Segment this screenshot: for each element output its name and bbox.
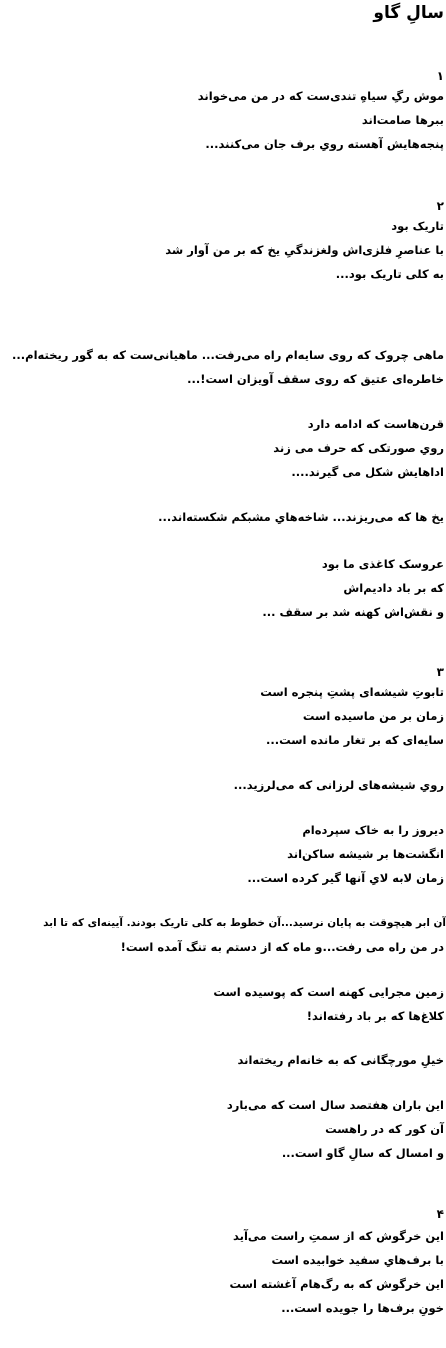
poem-line: ماهی چروک که روی سایه‌ام راه می‌رفت... ماهیانی‌ست که به گور ریخته‌ام... — [12, 348, 444, 362]
poem-line: اداهایش شکل می گیرند.... — [291, 465, 444, 479]
poem-line: زمان بر من ماسیده است — [302, 709, 444, 723]
poem-line: به کلی تاریک بود... — [335, 267, 444, 281]
poem-line: تاریک بود — [391, 219, 444, 233]
section-number: ۲ — [436, 199, 444, 213]
poem-line: موش رگِ سیاهِ تندی‌ست که در من می‌خواند — [197, 89, 444, 103]
poem-line: ببرها صامت‌اند — [361, 113, 444, 127]
poem-line: در من راه می رفت...و ماه که از دستم به تنگ آمده است! — [120, 940, 444, 954]
poem-line: رویِ شیشه‌های لرزانی که می‌لرزید... — [233, 778, 444, 792]
poem-line: این خرگوش که به رگ‌هام آغشته است — [229, 1277, 444, 1291]
poem-line: خونِ برف‌ها را جویده است... — [281, 1301, 444, 1315]
poem-line: با عناصرِ فلزی‌اش ولغزندگیِ یخ که بر من آوار شد — [165, 243, 444, 257]
poem-line: و نقش‌اش کهنه شد بر سقف ... — [262, 605, 444, 619]
section-number: ۱ — [436, 69, 444, 83]
poem-line: پنجه‌هایش آهسته رویِ برف جان می‌کنند... — [205, 137, 444, 151]
poem-line: قرن‌هاست که ادامه دارد — [307, 417, 444, 431]
poem-title: سالِ گاو — [373, 3, 444, 23]
poem-line: آن کور که در راهست — [325, 1122, 444, 1136]
poem-line: تابوتِ شیشه‌ای پشتِ پنجره است — [260, 685, 444, 699]
poem-line: دیروز را به خاک سپرده‌ام — [302, 823, 444, 837]
section-number: ۴ — [436, 1207, 444, 1221]
poem-line: یخ ها که می‌ریزند... شاخه‌هایِ مشبکم شکسته‌اند... — [158, 510, 444, 524]
poem-line: این باران هفتصد سال است که می‌بارد — [226, 1098, 444, 1112]
poem-line: سایه‌ای که بر تغار مانده است... — [265, 733, 444, 747]
poem-line: انگشت‌ها بر شیشه ساکن‌اند — [287, 847, 444, 861]
section-number: ۳ — [436, 665, 444, 679]
poem-line: با برف‌هایِ سفید خوابیده است — [271, 1253, 444, 1267]
poem-line: زمین مجرایی کهنه است که پوسیده است — [213, 985, 444, 999]
poem-line: خیلِ مورچگانی که به خانه‌ام ریخته‌اند — [237, 1053, 444, 1067]
poem-line: این خرگوش که از سمتِ راست می‌آید — [233, 1229, 444, 1243]
poem-line: آن ابر هیچوقت به پایان نرسید...آن خطوط به کلی تاریک بودند. آیینه‌ای که تا ابد — [43, 917, 446, 929]
poem-line: کلاغ‌ها که بر باد رفته‌اند! — [306, 1009, 444, 1023]
poem-line: و امسال که سالِ گاو است... — [281, 1146, 444, 1160]
poem-line: عروسک کاغذی ما بود — [321, 557, 444, 571]
poem-line: خاطره‌ای عتیق که روی سقف آویزان است!... — [187, 372, 444, 386]
poem-line: زمان لابه لایِ آنها گیر کرده است... — [247, 871, 444, 885]
poem-line: رویِ صورتکی که حرف می زند — [273, 441, 444, 455]
poem-line: که بر باد دادیم‌اش — [343, 581, 444, 595]
